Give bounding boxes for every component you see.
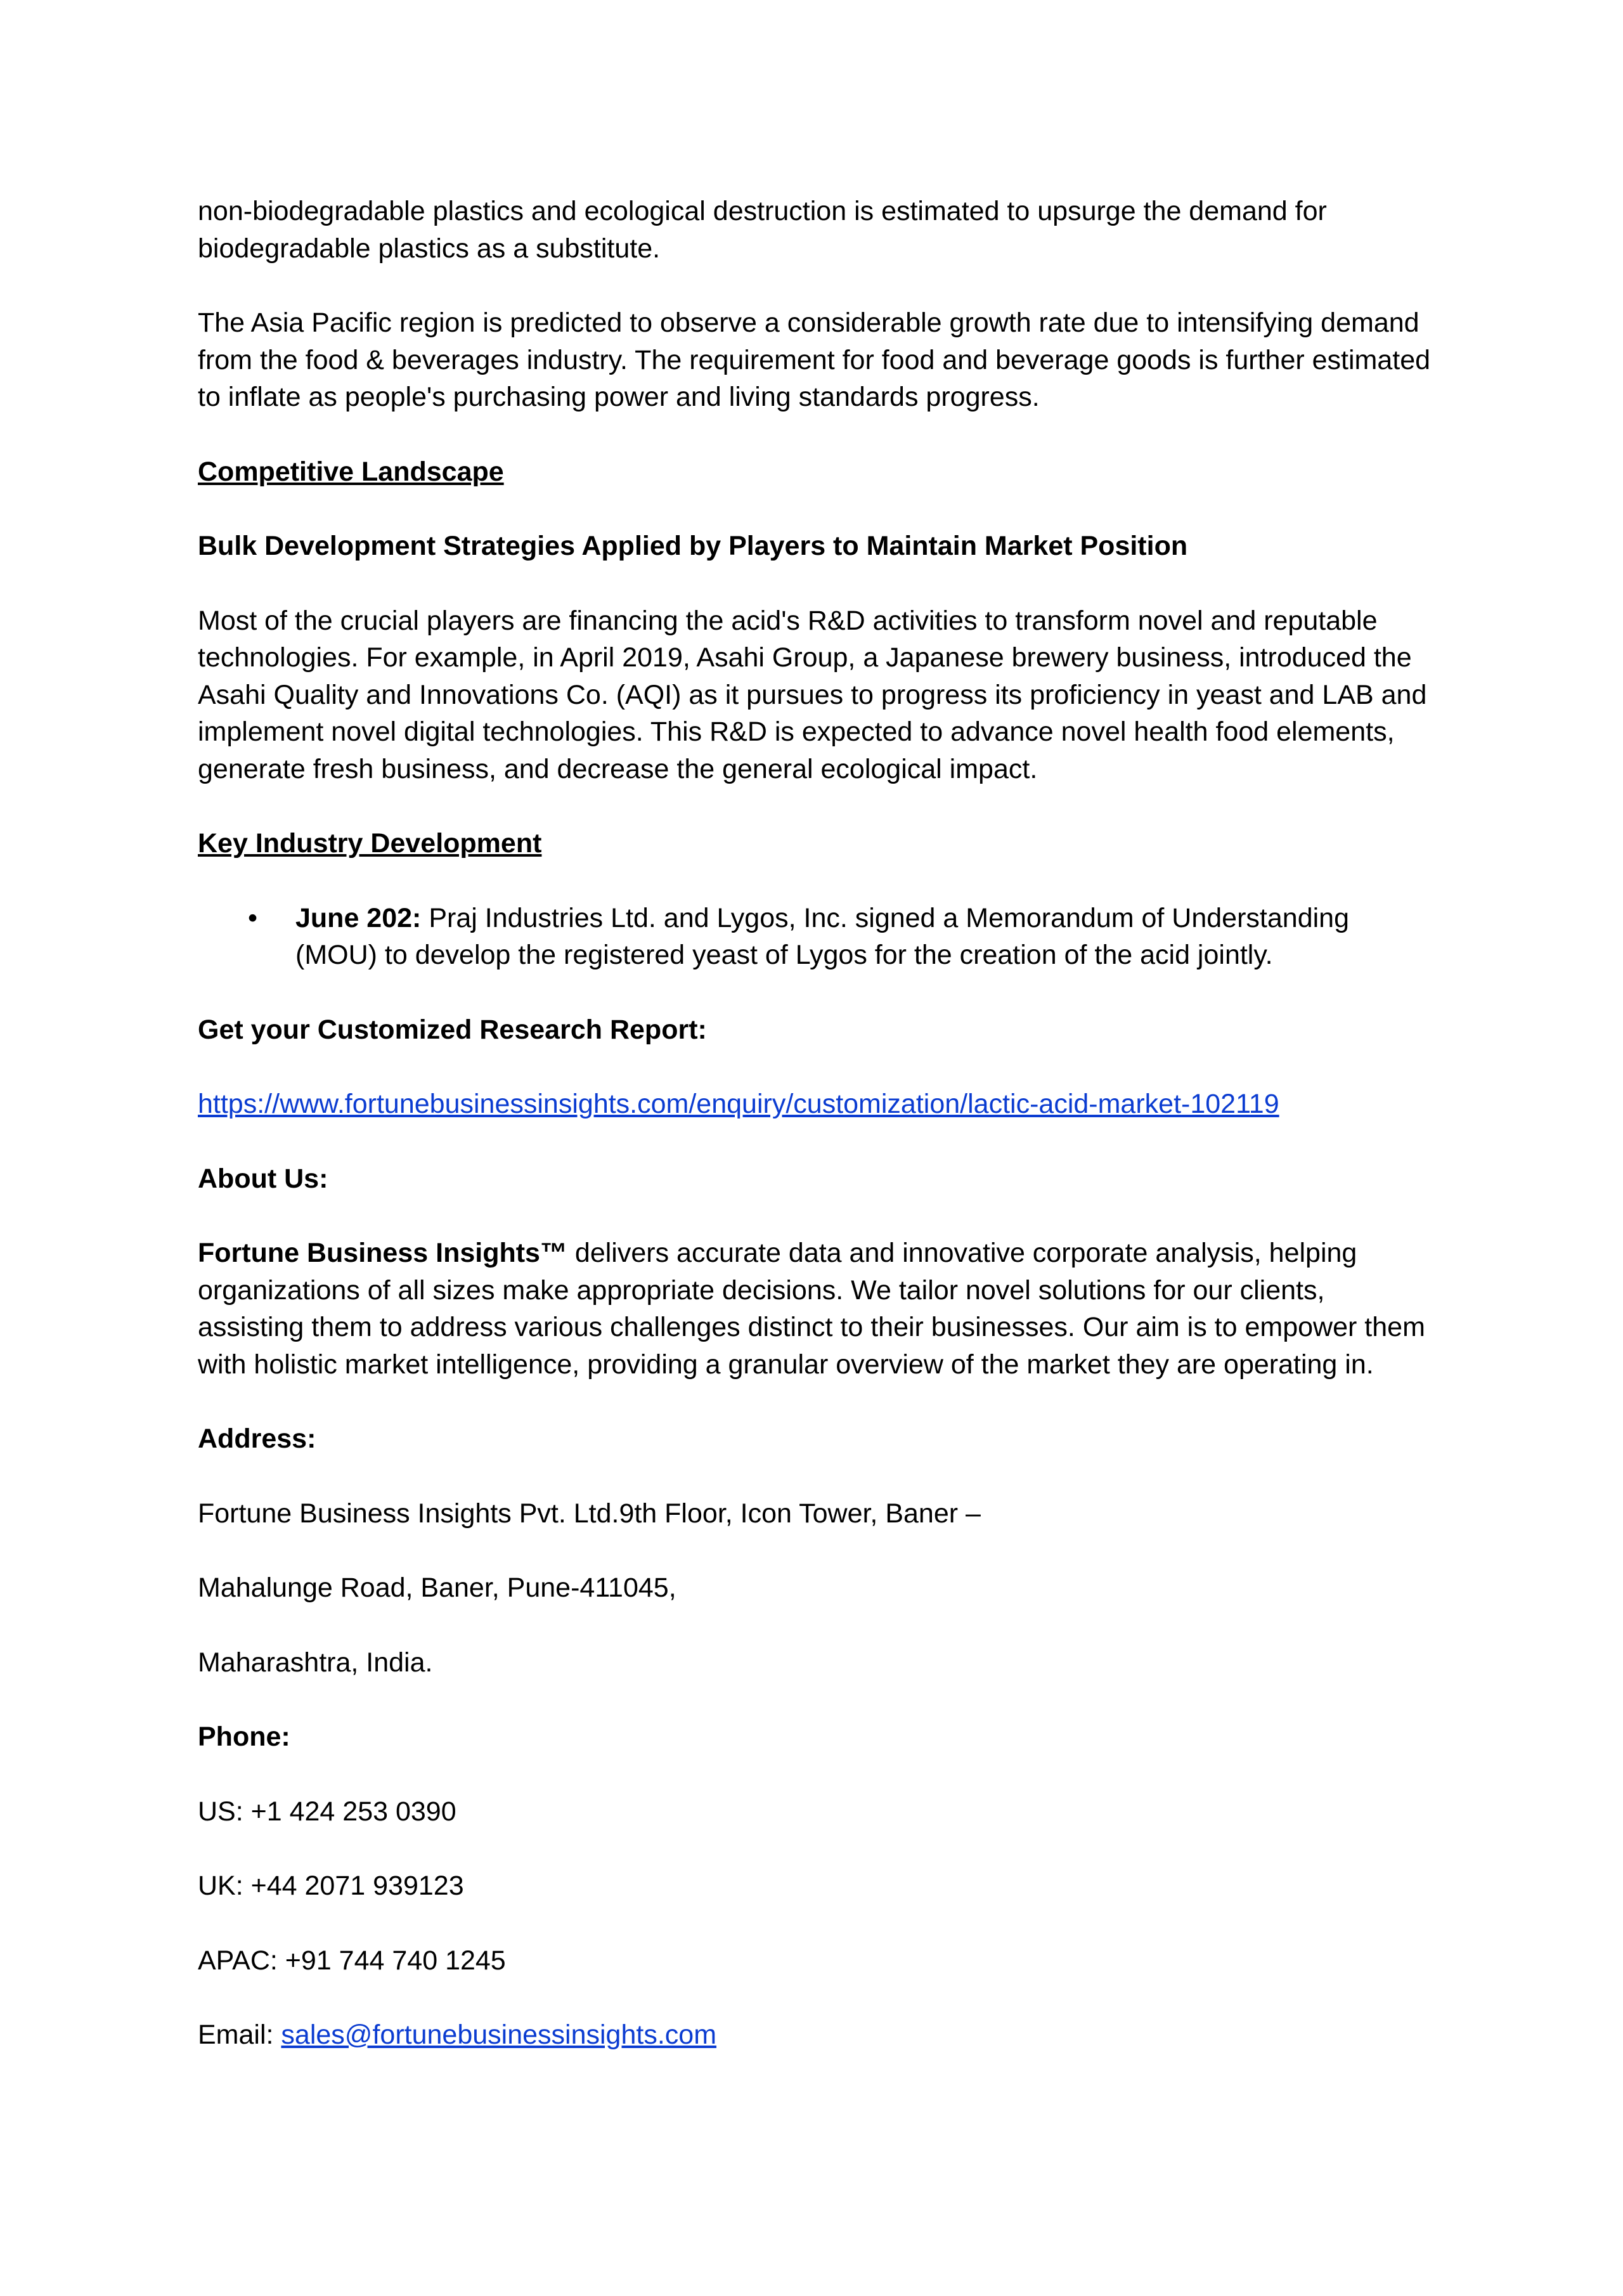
development-date: June 202: — [295, 902, 422, 933]
phone-us: US: +1 424 253 0390 — [198, 1796, 456, 1827]
customization-link-paragraph — [198, 1086, 1434, 1123]
list-item — [198, 900, 1434, 974]
phone-apac: APAC: +91 744 740 1245 — [198, 1945, 506, 1976]
asia-pacific-paragraph: The Asia Pacific region is predicted to observe a considerable growth rate due to intensifying demand from the food & beverages industry. The requirement for food and beverage goods is further estimated to inflate as people's purchasing power and living standards progress. — [198, 308, 1431, 412]
competitive-paragraph: Most of the crucial players are financing the acid's R&D activities to transform novel and reputable technologies. For example, in April 2019, Asahi Group, a Japanese brewery business, introduced the Asahi Quality and Innovations Co. (AQI) as it pursues to progress its proficiency in yeast and LAB and implement novel digital technologies. This R&D is expected to advance novel health food elements, generate fresh business, and decrease the general ecological impact. — [198, 605, 1427, 784]
customized-report-heading: Get your Customized Research Report: — [198, 1014, 707, 1045]
phone-uk: UK: +44 2071 939123 — [198, 1871, 464, 1901]
bullet-icon: • — [248, 902, 258, 933]
key-industry-development-heading: Key Industry Development — [198, 828, 542, 859]
email-label: Email: — [198, 2020, 281, 2050]
address-line-1: Fortune Business Insights Pvt. Ltd.9th Floor, Icon Tower, Baner – — [198, 1498, 981, 1529]
intro-paragraph: non-biodegradable plastics and ecological destruction is estimated to upsurge the demand for biodegradable plastics as a substitute. — [198, 196, 1327, 264]
about-text: delivers accurate data and innovative corporate analysis, helping organizations of all sizes make appropriate decisions. We tailor novel solutions for our clients, assisting them to address various challenges distinct to their businesses. Our aim is to empower them with holistic market intelligence, providing a granular overview of the market they are operating in. — [198, 1238, 1425, 1380]
development-list — [198, 900, 1434, 974]
email-line — [198, 2016, 1434, 2054]
address-heading: Address: — [198, 1424, 316, 1454]
email-link[interactable]: sales@fortunebusinessinsights.com — [281, 2020, 717, 2050]
phone-heading: Phone: — [198, 1722, 290, 1752]
about-us-heading: About Us: — [198, 1163, 328, 1194]
document-page — [198, 193, 1434, 2091]
brand-name: Fortune Business Insights™ — [198, 1238, 567, 1268]
address-line-2: Mahalunge Road, Baner, Pune-411045, — [198, 1573, 676, 1603]
development-text: Praj Industries Ltd. and Lygos, Inc. signed a Memorandum of Understanding (MOU) to develop the registered yeast of Lygos for the creation of the acid jointly. — [295, 902, 1349, 970]
competitive-landscape-heading: Competitive Landscape — [198, 456, 504, 487]
about-paragraph — [198, 1235, 1434, 1383]
strategies-subheading: Bulk Development Strategies Applied by Players to Maintain Market Position — [198, 531, 1188, 561]
address-line-3: Maharashtra, India. — [198, 1647, 433, 1678]
customization-link[interactable]: https://www.fortunebusinessinsights.com/enquiry/customization/lactic-acid-market-102119 — [198, 1089, 1279, 1119]
